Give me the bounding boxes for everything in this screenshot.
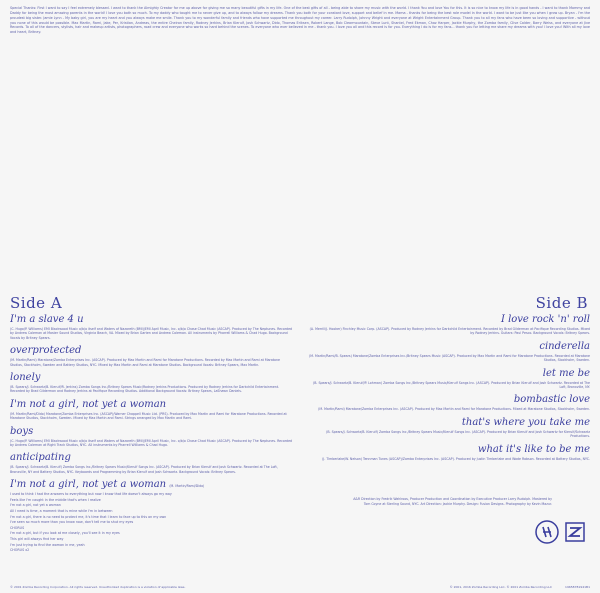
track-credit: (M. Martin/Rami/Dido)	[169, 484, 205, 489]
side-a-copyright: © 2001 Zomba Recording Corporation. All rights reserved. Unauthorized duplication is a violation of applicable laws.	[10, 585, 186, 589]
track-title: I'm not a girl, not yet a woman	[10, 398, 167, 410]
track-credit: (B. Spears/J. Schwartz/B. Kierulf) Zomba Songs Inc./Britney Spears Music/Kierulf Songs Inc. (ASCAP). Produced by Brian Kierulf and Josh Schwartz for Kierulf/Schwartz Productions.	[326, 429, 590, 439]
lyrics-block	[10, 492, 293, 554]
track-credit: (M. Martin/Rami/B. Spears) Maratone/Zomba Enterprises Inc./Britney Spears Music (ASCAP). Produced by Max Martin and Rami for Maratone Productions. Recorded at Maratone Studios, Stockholm, Sweden.	[309, 353, 590, 363]
track-title: overprotected	[10, 345, 82, 357]
special-thanks-text	[10, 6, 590, 274]
track-credit: (B. Spears/J. Schwartz/B. Kierulf) Zomba Songs Inc./Britney Spears Music/Kierulf Songs Inc. (ASCAP). Produced by Brian Kierulf and Josh Schwartz. Recorded at The Loft, Bronxville, NY and Battery Studios, NYC. Keyboards and Programming by Brian Kierulf and Josh Schwartz. Background Vocals: Britney Spears.	[10, 465, 278, 474]
track-entry	[10, 314, 293, 340]
side-a-title: Side A	[10, 294, 63, 312]
track-entry	[306, 394, 590, 411]
lyric-line: This girl will always find her way	[10, 537, 64, 542]
lyric-line: I'm not a girl, there is no need to protect me, it's time that I learn to face up to this on my own	[10, 514, 167, 519]
album-credits: A&R Direction by Fredrik Wahlroos, Producer Production and Coordination by Executive Producer Larry Rudolph. Mastered by Tom Coyne at Sterling Sound, NYC. Art Direction: Jackie Murphy. Design: Fusion Designs. Photography by Kevin Mazur.	[353, 497, 552, 506]
lyric-line: I'm just trying to find the woman in me, yeah	[10, 542, 85, 547]
lyric-line: I'm not a girl, but if you look at me closely, you'll see it in my eyes	[10, 531, 120, 536]
lyric-line: I'm not a girl, not yet a woman	[10, 503, 61, 508]
track-entry	[306, 314, 590, 336]
lyric-line: Feels like I'm caught in the middle that's when I realize	[10, 497, 101, 502]
track-entry	[10, 426, 293, 448]
side-b-copyright: © 2001, 2016 Zomba Recording LLC. © 2001 Zomba Recording LLC	[449, 585, 552, 589]
track-entry	[10, 345, 293, 367]
track-title: cinderella	[539, 340, 590, 352]
track-title: let me be	[542, 367, 590, 379]
track-entry	[10, 399, 293, 421]
track-credit: (C. Hugo/P. Williams) EMI Blackwood Music o/b/o itself and Waters of Nazareth (BMI)/EMI April Music, Inc. o/b/o Chase Chad Music (ASCAP). Produced by The Neptunes. Recorded by Andrew Coleman at Right Track Studios, NYC. All instruments by Pharrell Williams & Chad Hugo.	[10, 438, 293, 448]
track-credit: (M. Martin/Rami) Maratone/Zomba Enterprises Inc. (ASCAP). Produced by Max Martin and Rami for Maratone Productions. Recorded by Max Martin and Rami at Maratone Studios, Stockholm, Sweden and Battery Studios, NYC. Mixed by Max Martin and Rami at Maratone Studios. Background Vocals: Britney Spears, Max Martin.	[10, 358, 280, 367]
side-b-title: Side B	[535, 294, 588, 312]
track-title: anticipating	[10, 452, 71, 464]
lyric-line: I used to think I had the answers to everything but now I know that life doesn't always go my way	[10, 492, 172, 497]
lyric-line: CHORUS	[10, 525, 25, 530]
track-credit: (M. Martin/Rami/Dido) Maratone/Zomba Enterprises Inc. (ASCAP)/Warner Chappell Music Ltd. (PRS). Produced by Max Martin and Rami for Maratone Productions. Recorded at Maratone Studios, Stockholm, Sweden. Mixed by Max Martin and Rami. Strings arranged by Max Martin and Rami.	[10, 411, 287, 421]
track-title: I love rock 'n' roll	[500, 314, 590, 325]
special-thanks-paragraph: Special Thanks: First I want to say I feel extremely blessed. I want to thank the Almighty Creator for me up above for giving me so many beautiful gifts in my life. One of the best gifts of all - being able to share my music with the world. I thank You and love You for this. It is so nice to know my life is in good hands - I want to thank Mommy and Daddy for being the most amazing parents in the world! I love you both so much. To my daddy who taught me to never give up, and to always follow my dreams. Thank you both for your constant love, support and belief in me. Mama - thanks for being the best role model in the world. I want to be just like you when I grow up. Bryan - I'm the proudest big sister. Jamie Lynn - My baby girl, you are my heart and you always make me smile. Thank you to my wonderful family and friends who have supported me throughout my career. Larry Rudolph, Johnny Wright and everyone at Wright Entertainment Group. Thank you to all my fans who have been so loving and supportive - without you none of this would be possible. Max Martin, Rami, Jake, Per, Kristian, Andreas, the entire Cheiron family, Rodney Jerkins, Brian Kierulf, Josh Schwartz, Dido, Thomas Eriksen, Robert Lange, Bob Clearmountain, Steve Lunt, Shantel, Fred Ekman, Chaz Harper, Jackie Murphy, the Zomba family, Clive Calder, Barry Weiss, and everyone at Jive Records. To all of the dancers, stylists, hair and makeup artists, photographers, road crew and everyone who works so hard behind the scenes. To everyone who ever believed in me - thank you. I love you all and this record is for you. Everything I do is for my fans... thank you for letting me share my dreams with you! I love you! With all my love and heart, Britney.	[10, 6, 590, 35]
side-a-tracklist	[10, 314, 293, 579]
track-entry	[306, 341, 590, 363]
track-entry	[10, 479, 293, 554]
track-credit: (A. Merrill/J. Hooker) Finchley Music Corp. (ASCAP). Produced by Rodney Jerkins for Darkchild Entertainment. Recorded by Brad Gilderman at Pacifique Recording Studios. Mixed by Rodney Jerkins. Guitars: Paul Pesco. Background Vocals: Britney Spears.	[309, 327, 590, 336]
track-title-text: I'm not a girl, not yet a woman	[10, 479, 167, 491]
track-entry	[306, 417, 590, 439]
lyric-line: All I need is time, a moment that is mine while I'm in between	[10, 509, 113, 514]
track-credit: (M. Martin/Rami) Maratone/Zomba Enterprises Inc. (ASCAP). Produced by Max Martin and Rami for Maratone Productions. Mixed at Maratone Studios, Stockholm, Sweden.	[318, 407, 590, 412]
track-title: I'm a slave 4 u	[10, 314, 84, 325]
track-title: that's where you take me	[461, 416, 590, 428]
track-credit: (B. Spears/J. Schwartz/B. Kierulf/R. Jerkins) Zomba Songs Inc./Britney Spears Music/Rodney Jerkins Productions. Produced by Rodney Jerkins for Darkchild Entertainment. Recorded by Brad Gilderman and Rodney Jerkins at Pacifique Recording Studios. Additional Background Vocals: Britney Spears, LaShawn Daniels.	[10, 385, 280, 394]
track-credit: (J. Timberlake/W. Nelson) Tennman Tunes (ASCAP)/Zomba Enterprises Inc. (ASCAP). Produced by Justin Timberlake and Wade Robson. Recorded at Battery Studios, NYC.	[322, 456, 590, 461]
lyric-line: CHORUS x2	[10, 548, 30, 553]
track-title: bombastic love	[513, 394, 590, 406]
track-title	[10, 479, 293, 490]
track-title: what it's like to be me	[477, 443, 590, 455]
track-credit: (B. Spears/J. Schwartz/B. Kierulf/P. Lohman) Zomba Songs Inc./Britney Spears Music/Kierulf Songs Inc. (ASCAP). Produced by Brian Kierulf and Josh Schwartz. Recorded at The Loft, Bronxville, NY.	[312, 380, 590, 390]
track-credit: (C. Hugo/P. Williams) EMI Blackwood Music o/b/o itself and Waters of Nazareth (BMI)/EMI April Music, Inc. o/b/o Chase Chad Music (ASCAP). Produced by The Neptunes. Recorded by Andrew Coleman at Master Sound Studios, Virginia Beach, VA. Mixed by Brian Garten and Andrew Coleman. All instruments by Pharrell Williams & Chad Hugo. Background Vocals by Britney Spears.	[10, 327, 293, 340]
jive-logo-icon	[535, 520, 559, 544]
track-title: lonely	[10, 372, 41, 384]
lyric-line: I've seen so much more than you know now, don't tell me to shut my eyes	[10, 520, 134, 525]
track-entry	[306, 368, 590, 390]
zomba-logo-icon	[563, 520, 587, 544]
track-entry	[306, 444, 590, 461]
track-entry	[10, 452, 293, 474]
catalog-number: 19658781941B1	[565, 585, 590, 589]
track-title: boys	[10, 425, 34, 437]
track-entry	[10, 372, 293, 394]
